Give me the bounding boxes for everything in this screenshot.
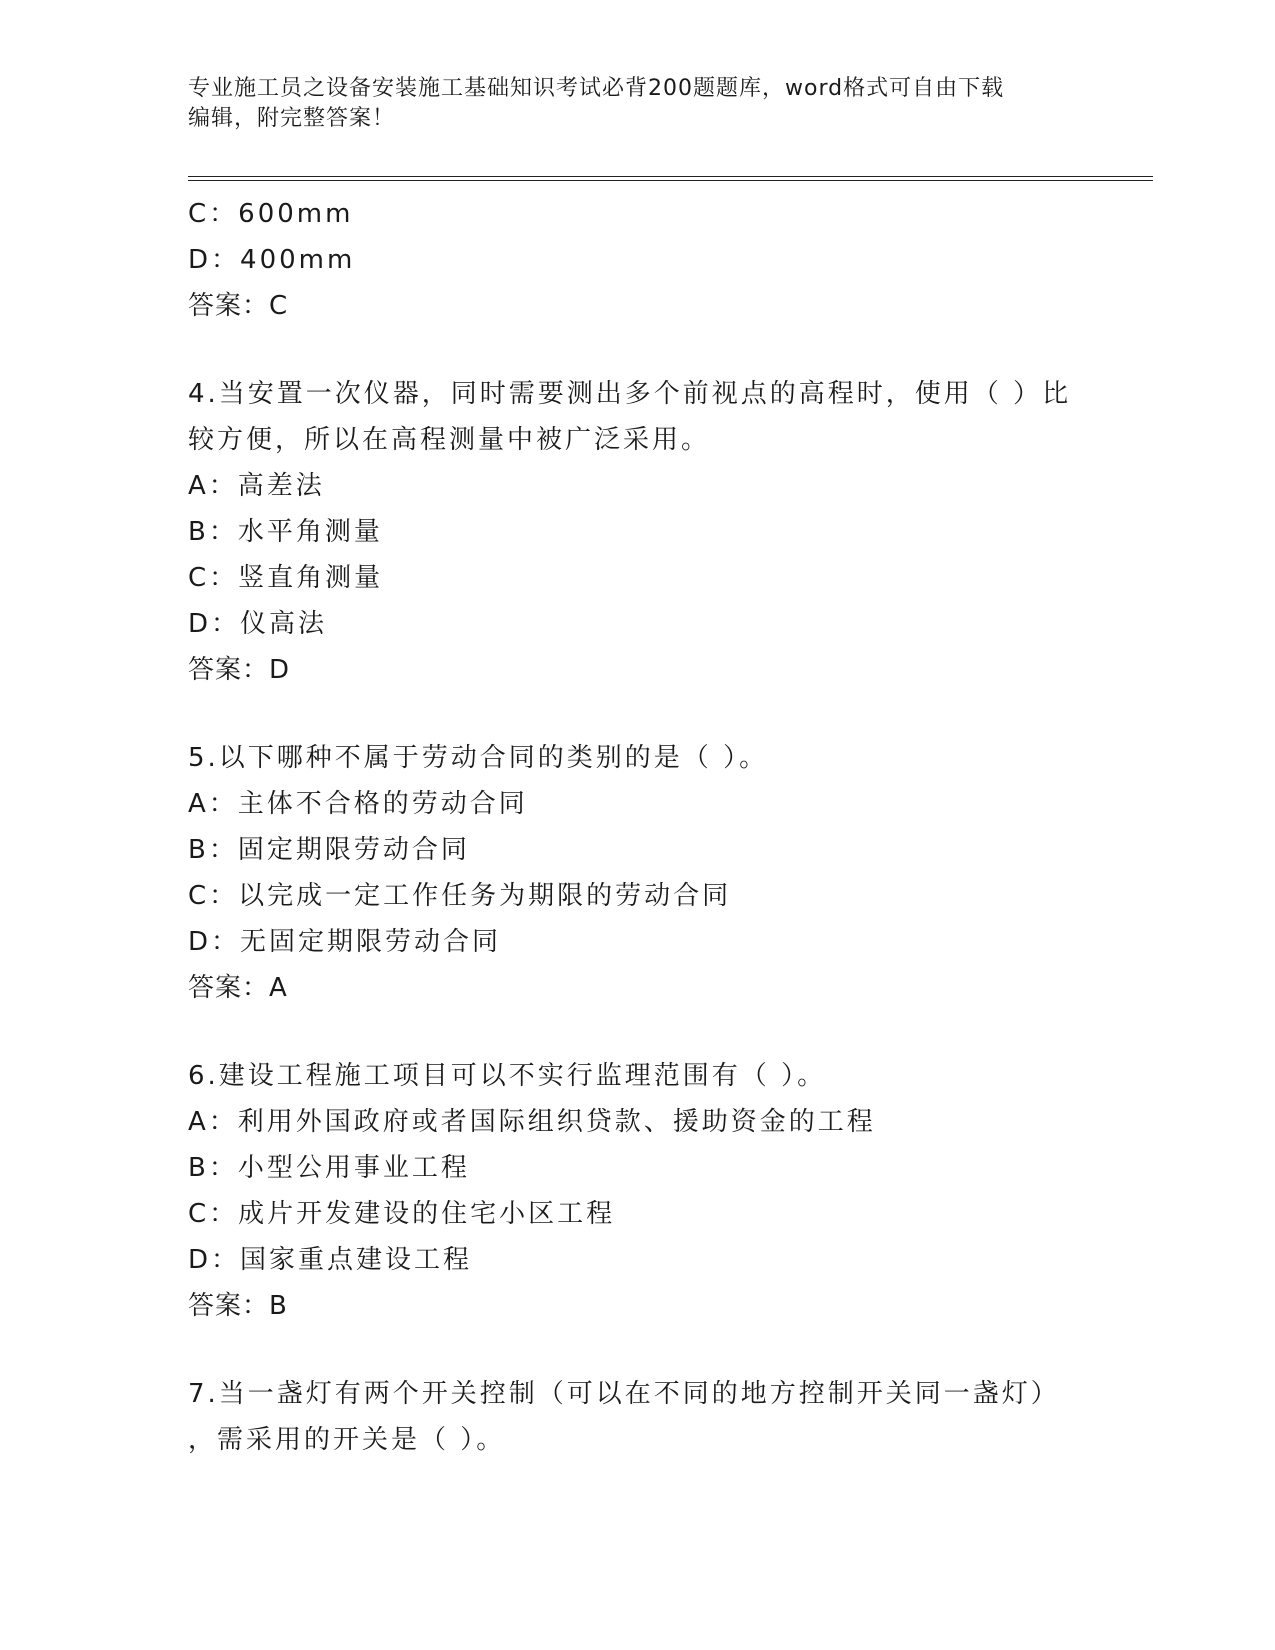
question-4-option-c: C：竖直角测量 — [188, 563, 384, 593]
question-5-option-a: A：主体不合格的劳动合同 — [188, 789, 528, 819]
question-5-option-c: C：以完成一定工作任务为期限的劳动合同 — [188, 881, 732, 911]
spacer — [188, 1329, 1148, 1371]
question-6-option-c: C：成片开发建设的住宅小区工程 — [188, 1199, 616, 1229]
document-body — [188, 191, 1148, 1463]
spacer — [188, 1011, 1148, 1053]
question-5 — [188, 735, 1148, 1011]
question-3-option-c: C：600mm — [188, 199, 354, 229]
question-5-answer: 答案：A — [188, 973, 288, 1003]
question-4-option-a: A：高差法 — [188, 471, 325, 501]
question-4-stem-line-2: 较方便，所以在高程测量中被广泛采用。 — [188, 425, 711, 455]
question-4-answer: 答案：D — [188, 655, 291, 685]
question-5-option-b: B：固定期限劳动合同 — [188, 835, 470, 865]
question-6-answer: 答案：B — [188, 1291, 288, 1321]
question-6-option-a: A：利用外国政府或者国际组织贷款、援助资金的工程 — [188, 1107, 876, 1137]
question-7-stem-line-1: 7.当一盏灯有两个开关控制（可以在不同的地方控制开关同一盏灯） — [188, 1379, 1060, 1409]
question-6 — [188, 1053, 1148, 1329]
question-3-answer: 答案：C — [188, 291, 289, 321]
question-5-option-d: D：无固定期限劳动合同 — [188, 927, 502, 957]
page-header — [188, 74, 1068, 134]
question-7-stem-line-2: ，需采用的开关是（ ）。 — [188, 1425, 506, 1455]
spacer — [188, 329, 1148, 371]
question-4-option-b: B：水平角测量 — [188, 517, 383, 547]
header-title-line-2: 编辑，附完整答案！ — [188, 106, 396, 131]
header-divider — [188, 176, 1153, 181]
question-4 — [188, 371, 1148, 693]
question-4-option-d: D：仪高法 — [188, 609, 328, 639]
question-4-stem-line-1: 4.当安置一次仪器，同时需要测出多个前视点的高程时，使用（ ）比 — [188, 379, 1072, 409]
header-title-line-1: 专业施工员之设备安装施工基础知识考试必背200题题库，word格式可自由下载 — [188, 76, 1005, 101]
question-7 — [188, 1371, 1148, 1463]
question-6-option-b: B：小型公用事业工程 — [188, 1153, 470, 1183]
question-3-option-d: D：400mm — [188, 245, 356, 275]
question-6-option-d: D：国家重点建设工程 — [188, 1245, 473, 1275]
spacer — [188, 693, 1148, 735]
question-6-stem: 6.建设工程施工项目可以不实行监理范围有（ ）。 — [188, 1061, 827, 1091]
question-5-stem: 5.以下哪种不属于劳动合同的类别的是（ ）。 — [188, 743, 769, 773]
question-3-tail — [188, 191, 1148, 329]
